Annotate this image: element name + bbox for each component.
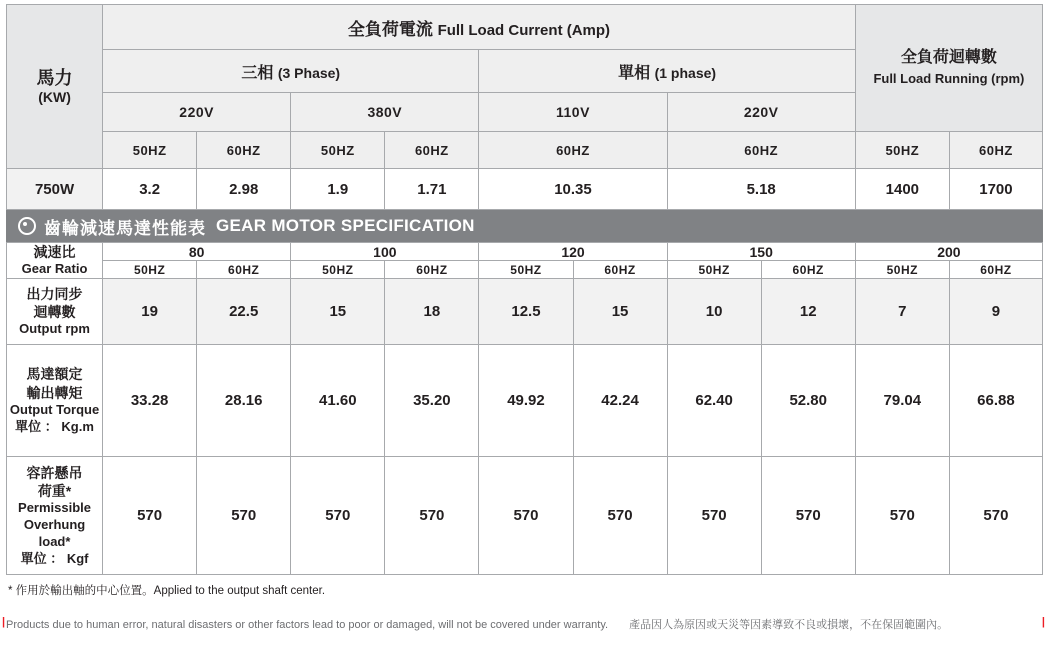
output-rpm-150-60: 12 xyxy=(761,279,855,345)
phase-3-en: (3 Phase) xyxy=(277,64,341,81)
overhung-load-100-60: 570 xyxy=(385,457,479,575)
phase-3-cn: 三相 xyxy=(241,64,274,82)
hz-380v-60: 60HZ xyxy=(385,132,479,169)
hz-220v-60: 60HZ xyxy=(197,132,291,169)
output-torque-100-50: 41.60 xyxy=(291,345,385,457)
output-torque-100-60: 35.20 xyxy=(385,345,479,457)
banner-title-en: GEAR MOTOR SPECIFICATION xyxy=(216,216,475,235)
current-110v-60: 10.35 xyxy=(479,169,667,210)
gear-hz-100-60: 60HZ xyxy=(385,261,479,279)
current-220v-1p-60: 5.18 xyxy=(667,169,855,210)
output-rpm-100-60: 18 xyxy=(385,279,479,345)
output-rpm-150-50: 10 xyxy=(667,279,761,345)
output-torque-120-60: 42.24 xyxy=(573,345,667,457)
overhung-load-80-50: 570 xyxy=(103,457,197,575)
output-rpm-120-60: 15 xyxy=(573,279,667,345)
hp-header-cn: 馬力 xyxy=(36,67,73,88)
warranty-notice-en: Products due to human error, natural disasters or other factors lead to poor or damaged, will not be covered under warranty. xyxy=(6,619,609,631)
hz-380v-50: 50HZ xyxy=(291,132,385,169)
rpm-60: 1700 xyxy=(949,169,1042,210)
output-rpm-200-60: 9 xyxy=(949,279,1042,345)
voltage-220v-3phase: 220V xyxy=(103,93,291,132)
gear-hz-120-60: 60HZ xyxy=(573,261,667,279)
current-380v-50: 1.9 xyxy=(291,169,385,210)
gear-hz-150-50: 50HZ xyxy=(667,261,761,279)
hz-220v-1p-60: 60HZ xyxy=(667,132,855,169)
gear-motor-spec-table xyxy=(6,242,1043,575)
overhung-load-200-60: 570 xyxy=(949,457,1042,575)
voltage-380v-3phase: 380V xyxy=(291,93,479,132)
overhung-load-en-1: Permissible xyxy=(18,499,92,515)
overhung-load-label xyxy=(7,457,103,575)
full-load-rpm-header xyxy=(855,5,1042,132)
output-torque-cn-2: 輸出轉矩 xyxy=(26,384,83,401)
rpm-50: 1400 xyxy=(855,169,949,210)
overhung-load-150-50: 570 xyxy=(667,457,761,575)
overhung-load-en-2: Overhung load* xyxy=(23,516,86,549)
full-load-rpm-en: Full Load Running (rpm) xyxy=(873,70,1025,86)
gear-ratio-120: 120 xyxy=(479,243,667,261)
gear-ratio-150: 150 xyxy=(667,243,855,261)
overhung-load-200-50: 570 xyxy=(855,457,949,575)
warranty-notice-cn: 產品因人為原因或天災等因素導致不良或損壞，不在保固範圍內。 xyxy=(629,619,949,631)
gear-hz-80-60: 60HZ xyxy=(197,261,291,279)
phase-1-cn: 單相 xyxy=(618,64,651,82)
voltage-110v-1phase: 110V xyxy=(479,93,667,132)
warranty-notice xyxy=(2,616,1045,632)
output-torque-en: Output Torque xyxy=(9,401,100,417)
full-load-current-header xyxy=(103,5,856,50)
output-rpm-120-50: 12.5 xyxy=(479,279,573,345)
gear-hz-200-60: 60HZ xyxy=(949,261,1042,279)
hz-220v-50: 50HZ xyxy=(103,132,197,169)
gear-ratio-80: 80 xyxy=(103,243,291,261)
full-load-current-en: Full Load Current (Amp) xyxy=(437,21,611,39)
output-rpm-80-50: 19 xyxy=(103,279,197,345)
overhung-load-100-50: 570 xyxy=(291,457,385,575)
gear-hz-200-50: 50HZ xyxy=(855,261,949,279)
hz-110v-60: 60HZ xyxy=(479,132,667,169)
warranty-mark-left: | xyxy=(2,616,6,628)
hp-header-cell xyxy=(7,5,103,169)
gear-motor-section-banner xyxy=(6,210,1043,242)
hp-header-unit: (KW) xyxy=(38,89,71,105)
output-torque-150-50: 62.40 xyxy=(667,345,761,457)
output-rpm-100-50: 15 xyxy=(291,279,385,345)
output-rpm-cn-2: 迴轉數 xyxy=(33,304,76,321)
output-torque-120-50: 49.92 xyxy=(479,345,573,457)
gear-hz-150-60: 60HZ xyxy=(761,261,855,279)
gear-ratio-en: Gear Ratio xyxy=(21,261,88,277)
voltage-220v-1phase: 220V xyxy=(667,93,855,132)
output-torque-200-50: 79.04 xyxy=(855,345,949,457)
phase-1-en: (1 phase) xyxy=(654,64,717,81)
current-220v-60: 2.98 xyxy=(197,169,291,210)
bullet-circle-icon xyxy=(18,217,36,235)
overhung-load-80-60: 570 xyxy=(197,457,291,575)
footnote-text: * 作用於輸出軸的中心位置。Applied to the output shaft center. xyxy=(8,585,326,597)
output-torque-cn-1: 馬達額定 xyxy=(26,366,83,383)
output-torque-unit: 單位 ： Kg.m xyxy=(15,418,94,434)
overhung-load-unit: 單位 ： Kgf xyxy=(20,550,89,566)
overhung-load-150-60: 570 xyxy=(761,457,855,575)
current-380v-60: 1.71 xyxy=(385,169,479,210)
power-row-label: 750W xyxy=(7,169,103,210)
output-rpm-cn-1: 出力同步 xyxy=(26,285,83,302)
output-rpm-80-60: 22.5 xyxy=(197,279,291,345)
phase-header-1phase xyxy=(479,50,855,93)
phase-header-3phase xyxy=(103,50,479,93)
output-torque-80-50: 33.28 xyxy=(103,345,197,457)
banner-title-cn: 齒輪減速馬達性能表 xyxy=(44,218,206,238)
gear-ratio-header xyxy=(7,243,103,279)
current-220v-50: 3.2 xyxy=(103,169,197,210)
warranty-mark-right: | xyxy=(1041,616,1045,628)
electrical-spec-table xyxy=(6,4,1043,210)
gear-hz-120-50: 50HZ xyxy=(479,261,573,279)
full-load-current-cn: 全負荷電流 xyxy=(347,19,433,39)
full-load-rpm-cn: 全負荷迴轉數 xyxy=(900,49,997,67)
output-rpm-200-50: 7 xyxy=(855,279,949,345)
output-torque-80-60: 28.16 xyxy=(197,345,291,457)
overhung-load-120-60: 570 xyxy=(573,457,667,575)
overhung-load-cn-1: 容許懸吊 xyxy=(26,464,83,481)
hz-rpm-50: 50HZ xyxy=(855,132,949,169)
gear-hz-100-50: 50HZ xyxy=(291,261,385,279)
hz-rpm-60: 60HZ xyxy=(949,132,1042,169)
gear-hz-80-50: 50HZ xyxy=(103,261,197,279)
output-torque-200-60: 66.88 xyxy=(949,345,1042,457)
overhung-load-cn-2: 荷重* xyxy=(37,482,72,499)
output-torque-150-60: 52.80 xyxy=(761,345,855,457)
gear-ratio-200: 200 xyxy=(855,243,1042,261)
output-rpm-label xyxy=(7,279,103,345)
output-rpm-en: Output rpm xyxy=(19,321,90,337)
overhung-load-120-50: 570 xyxy=(479,457,573,575)
gear-ratio-100: 100 xyxy=(291,243,479,261)
output-torque-label xyxy=(7,345,103,457)
gear-ratio-cn: 減速比 xyxy=(33,243,76,260)
